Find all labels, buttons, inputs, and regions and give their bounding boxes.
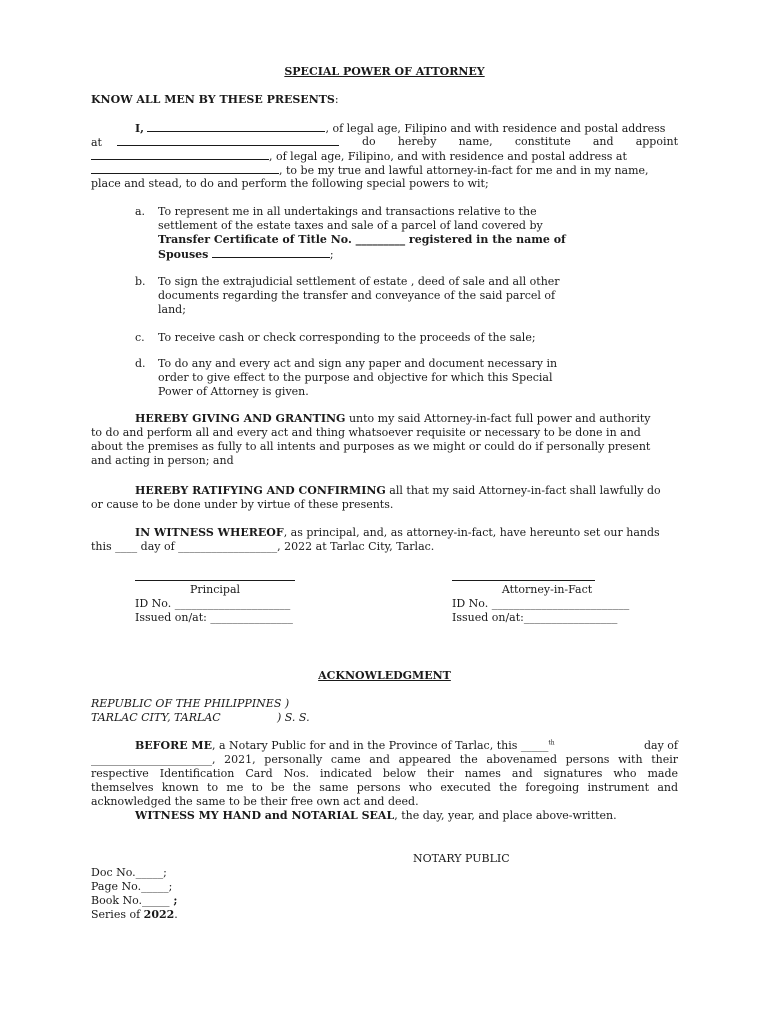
before-line-4: themselves known to me to be the same persons who executed the foregoing instrument and xyxy=(91,781,678,794)
attorney-address-blank xyxy=(91,163,279,174)
attorney-signature-line xyxy=(452,580,595,581)
granting-line-4: and acting in person; and xyxy=(91,454,234,467)
item-d-line-1: To do any and every act and sign any paper and document necessary in xyxy=(158,357,558,370)
witness-text-1: , as principal, and, as attorney-in-fact, have hereunto set our hands xyxy=(283,526,660,539)
item-letter: c. xyxy=(135,331,145,344)
series-line xyxy=(91,908,178,922)
ratifying-line-2: or cause to be done under by virtue of these presents. xyxy=(91,498,394,511)
granting-text-1: unto my said Attorney-in-fact full power and authority xyxy=(345,412,651,425)
notary-public-label: NOTARY PUBLIC xyxy=(413,852,510,865)
attorney-id: ID No. _________________________ xyxy=(452,597,630,610)
ratifying-bold: HEREBY RATIFYING AND CONFIRMING xyxy=(135,484,386,497)
principal-address-blank xyxy=(117,135,339,146)
before-text-1b: day of xyxy=(643,739,678,752)
principal-name-blank xyxy=(147,121,325,132)
item-a-line-1: To represent me in all undertakings and transactions relative to the xyxy=(158,205,537,218)
before-th: th xyxy=(548,739,555,747)
book-no-end: ; xyxy=(169,894,178,907)
item-letter: a. xyxy=(135,205,146,218)
document-title: SPECIAL POWER OF ATTORNEY xyxy=(284,65,485,78)
principal-signature-line xyxy=(135,580,295,581)
attorney-name-blank xyxy=(91,149,269,160)
item-letter: b. xyxy=(135,275,146,288)
witness-hand-line xyxy=(135,809,678,823)
page-no: Page No._____; xyxy=(91,880,173,893)
spouses-blank xyxy=(212,247,330,258)
item-d-line-3: Power of Attorney is given. xyxy=(158,385,309,398)
before-line-5: acknowledged the same to be their free own act and deed. xyxy=(91,795,419,808)
venue-tarlac: TARLAC CITY, TARLAC xyxy=(91,711,221,724)
witness-hand-text: , the day, year, and place above-written. xyxy=(394,809,617,822)
witness-line-2: this ____ day of __________________, 2022 at Tarlac City, Tarlac. xyxy=(91,540,435,553)
series-year: 2022 xyxy=(143,908,175,921)
intro-appoint: do hereby name, constitute and appoint xyxy=(362,135,678,148)
before-text-1a: , a Notary Public for and in the Province of Tarlac, this _____ xyxy=(212,739,549,752)
before-line-2: ______________________, 2021, personally came and appeared the abovenamed persons with their xyxy=(91,753,678,766)
attorney-role: Attorney-in-Fact xyxy=(501,583,593,596)
granting-line-1 xyxy=(135,412,678,426)
intro-text-3: , of legal age, Filipino, and with residence and postal address at xyxy=(269,150,627,163)
item-d-line-2: order to give effect to the purpose and objective for which this Special xyxy=(158,371,553,384)
principal-id: ID No. _____________________ xyxy=(135,597,291,610)
before-line-1 xyxy=(135,739,678,753)
item-b-line-1: To sign the extrajudicial settlement of estate , deed of sale and all other xyxy=(158,275,560,288)
intro-i-label: I, xyxy=(135,122,144,135)
witness-line-1 xyxy=(135,526,678,540)
before-bold: BEFORE ME xyxy=(135,739,212,752)
granting-line-3: about the premises as fully to all intents and purposes as we might or could do if personally present xyxy=(91,440,651,453)
know-all-heading xyxy=(91,93,339,107)
witness-bold: IN WITNESS WHEREOF xyxy=(135,526,284,539)
attorney-issued: Issued on/at:_________________ xyxy=(452,611,618,624)
list-item xyxy=(135,331,678,347)
intro-text-4: , to be my true and lawful attorney-in-fact for me and in my name, xyxy=(279,164,649,177)
intro-line-2 xyxy=(91,135,678,150)
intro-text-1: , of legal age, Filipino and with residence and postal address xyxy=(325,122,666,135)
granting-bold: HEREBY GIVING AND GRANTING xyxy=(135,412,346,425)
doc-no: Doc No._____; xyxy=(91,866,167,879)
list-item xyxy=(135,205,678,265)
witness-hand-bold: WITNESS MY HAND and NOTARIAL SEAL xyxy=(135,809,395,822)
item-a-line-3: Transfer Certificate of Title No. _________ registered in the name of xyxy=(158,233,566,246)
item-c-line-1: To receive cash or check corresponding to the proceeds of the sale; xyxy=(158,331,536,344)
intro-line-3 xyxy=(91,149,678,164)
item-letter: d. xyxy=(135,357,146,370)
intro-line-5: place and stead, to do and perform the following special powers to wit; xyxy=(91,177,489,190)
know-all-colon: : xyxy=(334,93,339,106)
spouses-label: Spouses xyxy=(158,248,209,261)
item-a-line-4 xyxy=(158,247,587,262)
ratifying-line-1 xyxy=(135,484,678,498)
venue-republic: REPUBLIC OF THE PHILIPPINES ) xyxy=(91,697,290,710)
principal-role: Principal xyxy=(189,583,241,596)
intro-at: at xyxy=(91,136,102,149)
item-b-line-2: documents regarding the transfer and conveyance of the said parcel of xyxy=(158,289,556,302)
granting-line-2: to do and perform all and every act and thing whatsoever requisite or necessary to be done in and xyxy=(91,426,641,439)
item-a-line-2: settlement of the estate taxes and sale of a parcel of land covered by xyxy=(158,219,543,232)
ratifying-text-1: all that my said Attorney-in-fact shall lawfully do xyxy=(385,484,661,497)
book-no xyxy=(91,894,177,908)
document-page xyxy=(91,0,678,1024)
principal-issued: Issued on/at: _______________ xyxy=(135,611,293,624)
series-end: . xyxy=(174,908,178,921)
item-b-line-3: land; xyxy=(158,303,186,316)
venue-ss: ) S. S. xyxy=(277,711,310,724)
before-line-3: respective Identification Card Nos. indicated below their names and signatures who made xyxy=(91,767,678,780)
book-no-text: Book No._____ xyxy=(91,894,170,907)
list-item xyxy=(135,357,678,401)
acknowledgment-title: ACKNOWLEDGMENT xyxy=(318,669,451,682)
know-all-text: KNOW ALL MEN BY THESE PRESENTS xyxy=(91,93,335,106)
series-label: Series of xyxy=(91,908,144,921)
list-item xyxy=(135,275,678,319)
intro-line-4 xyxy=(91,163,678,178)
spouses-end: ; xyxy=(329,248,334,261)
intro-line-1 xyxy=(135,121,678,136)
